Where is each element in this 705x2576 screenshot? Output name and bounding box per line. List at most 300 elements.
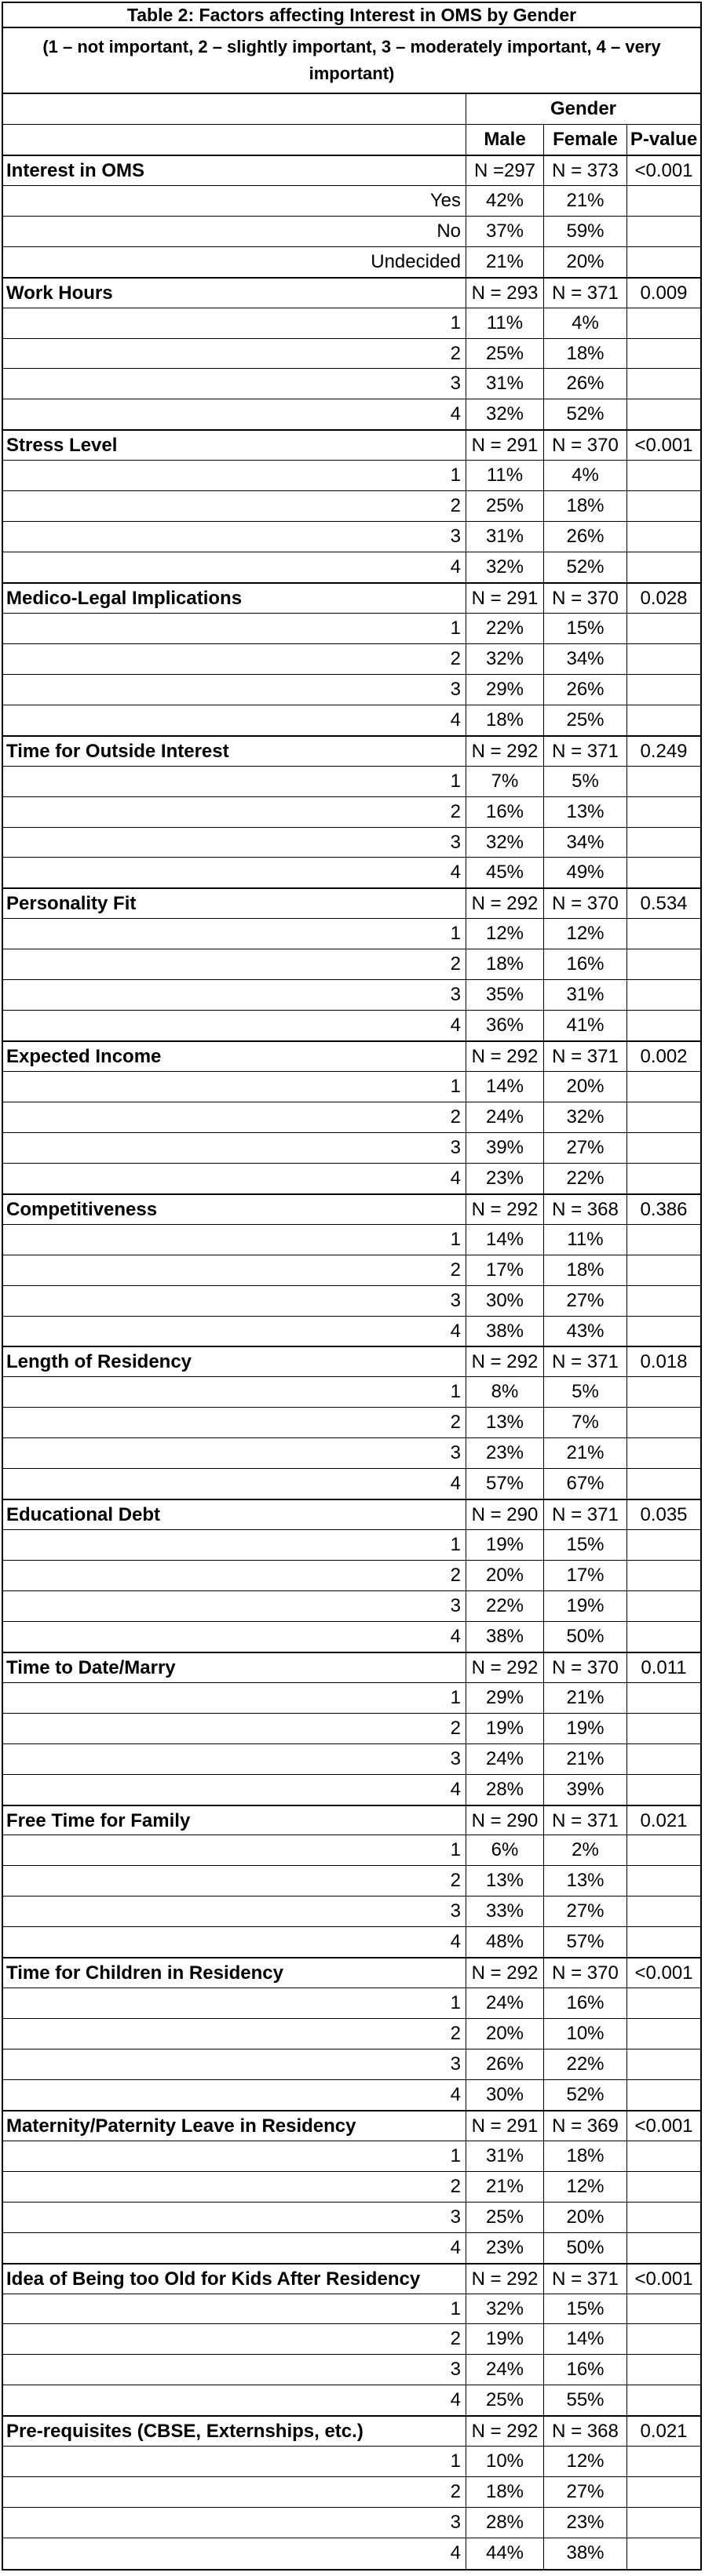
pvalue-cell [626,1286,700,1316]
table-row [3,1775,700,1805]
female-cell: 52% [543,552,626,582]
male-cell: 8% [466,1377,543,1407]
pvalue-cell: 0.249 [626,737,700,766]
pvalue-cell [626,980,700,1010]
male-cell: 18% [466,705,543,735]
category-row [3,1499,700,1530]
pvalue-cell [626,1255,700,1285]
female-cell: 55% [543,2385,626,2415]
female-cell: N = 371 [543,1347,626,1376]
male-cell: N = 290 [466,1806,543,1835]
male-cell: 28% [466,1775,543,1805]
male-cell: N = 291 [466,584,543,613]
female-cell: N = 370 [543,431,626,460]
pvalue-cell [626,2203,700,2232]
pvalue-cell [626,1469,700,1499]
row-label: 1 [450,770,461,792]
row-label: Expected Income [6,1046,162,1068]
female-cell: 21% [543,1438,626,1468]
female-cell: N = 371 [543,737,626,766]
female-cell: 2% [543,1835,626,1865]
row-label: 1 [450,1686,461,1708]
pvalue-cell: <0.001 [626,2111,700,2141]
row-label: 3 [450,678,461,700]
row-label: 2 [450,2481,461,2503]
table-row [3,247,700,278]
pvalue-cell [626,1377,700,1407]
table-row [3,1622,700,1652]
male-cell: 35% [466,980,543,1010]
female-cell: 5% [543,767,626,796]
category-row [3,736,700,767]
male-cell: N = 292 [466,1042,543,1071]
table-row [3,1225,700,1255]
male-cell: 24% [466,1744,543,1774]
female-cell: 4% [543,308,626,338]
pvalue-cell [626,2141,700,2171]
female-cell: N = 368 [543,1195,626,1224]
male-cell: 25% [466,491,543,521]
male-cell: N = 290 [466,1500,543,1529]
row-label: 3 [450,373,461,395]
row-label: Time for Children in Residency [6,1962,283,1984]
table-row [3,2233,700,2264]
table-row [3,1255,700,1286]
table-row [3,1927,700,1958]
pvalue-cell [626,2233,700,2263]
female-cell: 19% [543,1714,626,1743]
male-cell: N = 292 [466,1958,543,1988]
row-label: 1 [450,1839,461,1861]
female-cell: 27% [543,1133,626,1163]
pvalue-cell [626,2385,700,2415]
female-cell: 13% [543,797,626,827]
table-row [3,2141,700,2172]
male-cell: 32% [466,644,543,674]
row-label: 1 [450,923,461,945]
female-cell: 34% [543,828,626,858]
female-cell: 20% [543,2203,626,2232]
category-row [3,1958,700,1988]
male-cell: 12% [466,919,543,949]
female-cell: 4% [543,461,626,490]
pvalue-cell [626,308,700,338]
male-cell: 31% [466,2141,543,2171]
male-cell: N =297 [466,156,543,185]
row-label: Free Time for Family [6,1809,191,1831]
row-label: No [437,220,461,242]
row-label: Personality Fit [6,893,137,915]
row-label: 3 [450,2053,461,2075]
row-label: 1 [450,1076,461,1097]
male-cell: 18% [466,2477,543,2507]
category-row [3,1652,700,1683]
male-cell: 21% [466,2172,543,2202]
table-row [3,2294,700,2325]
pvalue-cell [626,491,700,521]
row-label: Undecided [371,250,461,272]
pvalue-cell [626,919,700,949]
male-cell: 24% [466,2355,543,2385]
row-label: Length of Residency [6,1351,192,1373]
male-cell: 31% [466,369,543,399]
row-label: 1 [450,2144,461,2166]
female-cell: 26% [543,369,626,399]
pvalue-cell [626,1775,700,1805]
male-cell: 20% [466,2019,543,2049]
pvalue-cell [626,675,700,705]
male-cell: 14% [466,1225,543,1255]
pvalue-cell: <0.001 [626,1958,700,1988]
row-label: 3 [450,1900,461,1922]
table-row [3,858,700,888]
male-cell: 11% [466,461,543,490]
row-label: 3 [450,2359,461,2381]
pvalue-cell [626,369,700,399]
table-row [3,2447,700,2477]
male-column-header: Male [466,125,543,155]
male-cell: 42% [466,186,543,216]
pvalue-cell [626,767,700,796]
male-cell: 30% [466,2080,543,2110]
row-label: Pre-requisites (CBSE, Externships, etc.) [6,2421,363,2443]
table-row [3,2019,700,2050]
female-cell: 23% [543,2508,626,2538]
male-cell: 38% [466,1317,543,1346]
male-cell: 19% [466,1714,543,1743]
pvalue-cell [626,1133,700,1163]
female-cell: 18% [543,1255,626,1285]
female-cell: 10% [543,2019,626,2049]
table-row [3,217,700,247]
row-label: 2 [450,1717,461,1739]
pvalue-cell [626,1561,700,1590]
row-label: 4 [450,556,461,578]
pvalue-cell: 0.009 [626,279,700,308]
pvalue-cell [626,2019,700,2049]
male-cell: 44% [466,2538,543,2569]
female-cell: 15% [543,614,626,643]
table-row [3,2203,700,2233]
category-row [3,1805,700,1836]
female-cell: N = 370 [543,1958,626,1988]
table-row [3,308,700,339]
row-label: 1 [450,1534,461,1556]
female-cell: N = 370 [543,889,626,918]
table-row [3,491,700,522]
male-cell: N = 292 [466,1195,543,1224]
table-body [3,155,700,2569]
pvalue-cell [626,858,700,887]
pvalue-cell [626,2050,700,2079]
pvalue-column-header: P-value [626,125,700,155]
male-cell: 22% [466,1591,543,1621]
pvalue-cell [626,2172,700,2202]
table-row [3,522,700,552]
pvalue-cell [626,2080,700,2110]
pvalue-cell: 0.011 [626,1653,700,1682]
row-label: 1 [450,1228,461,1250]
female-cell: N = 369 [543,2111,626,2141]
female-cell: N = 368 [543,2417,626,2446]
male-cell: 28% [466,2508,543,2538]
gender-header-row [3,94,700,125]
row-label: 4 [450,1320,461,1342]
female-cell: 27% [543,1286,626,1316]
pvalue-cell: 0.018 [626,1347,700,1376]
row-label: 1 [450,312,461,333]
pvalue-cell [626,828,700,858]
table-row [3,675,700,705]
female-cell: 18% [543,339,626,369]
pvalue-cell [626,1072,700,1102]
table-row [3,1469,700,1499]
female-cell: N = 371 [543,1806,626,1835]
male-cell: N = 291 [466,2111,543,2141]
pvalue-cell [626,1102,700,1132]
female-cell: 16% [543,2355,626,2385]
row-label: 3 [450,1594,461,1616]
male-cell: 19% [466,1530,543,1560]
blank-header-cell [3,94,466,124]
female-cell: 12% [543,2447,626,2476]
pvalue-cell: <0.001 [626,431,700,460]
male-cell: 17% [466,1255,543,1285]
table-row [3,1835,700,1866]
row-label: 4 [450,862,461,884]
pvalue-cell [626,1683,700,1713]
pvalue-cell: <0.001 [626,2264,700,2294]
table-title: Table 2: Factors affecting Interest in OMS by Gender [3,3,700,28]
female-cell: 67% [543,1469,626,1499]
factors-table [2,2,702,2571]
male-cell: 32% [466,2294,543,2324]
row-label: 2 [450,2023,461,2045]
male-cell: N = 293 [466,279,543,308]
table-row [3,1011,700,1041]
male-cell: 13% [466,1866,543,1896]
female-cell: N = 370 [543,1653,626,1682]
row-label: 2 [450,800,461,822]
row-label: 2 [450,953,461,975]
table-row [3,1408,700,1438]
row-label: 1 [450,465,461,486]
table-row [3,1530,700,1561]
pvalue-cell [626,1988,700,2018]
female-cell: 12% [543,919,626,949]
table-row [3,2477,700,2508]
pvalue-cell [626,552,700,582]
table-row [3,980,700,1011]
row-label: 4 [450,1625,461,1647]
pvalue-cell [626,797,700,827]
male-cell: N = 292 [466,889,543,918]
table-row [3,2080,700,2111]
male-cell: N = 291 [466,431,543,460]
table-row [3,1591,700,1622]
male-cell: 32% [466,828,543,858]
row-label: 3 [450,2206,461,2228]
table-row [3,919,700,949]
male-cell: 22% [466,614,543,643]
table-row [3,1286,700,1317]
category-row [3,2264,700,2294]
pvalue-cell [626,522,700,552]
pvalue-cell: <0.001 [626,156,700,185]
male-cell: 20% [466,1561,543,1590]
row-label: 1 [450,1381,461,1403]
blank-header-cell [3,125,466,155]
female-cell: 18% [543,2141,626,2171]
row-label: Yes [429,189,461,211]
female-cell: 16% [543,1988,626,2018]
row-label: Time for Outside Interest [6,740,229,762]
male-cell: 45% [466,858,543,887]
category-row [3,1194,700,1225]
male-cell: 7% [466,767,543,796]
male-cell: 32% [466,552,543,582]
male-cell: 23% [466,2233,543,2263]
table-row [3,1102,700,1133]
male-cell: 13% [466,1408,543,1437]
female-cell: 20% [543,247,626,277]
pvalue-cell [626,461,700,490]
row-label: 4 [450,1015,461,1037]
row-label: 2 [450,1259,461,1281]
table-row [3,1988,700,2019]
female-cell: 12% [543,2172,626,2202]
pvalue-cell [626,2324,700,2354]
row-label: 3 [450,1747,461,1769]
row-label: 2 [450,1565,461,1586]
table-row [3,797,700,828]
table-row [3,767,700,797]
pvalue-cell [626,1744,700,1774]
table-row [3,705,700,736]
category-row [3,1041,700,1072]
table-row [3,1714,700,1744]
pvalue-cell [626,1164,700,1193]
table-row [3,1438,700,1469]
table-row [3,949,700,980]
female-cell: N = 370 [543,584,626,613]
pvalue-cell [626,705,700,735]
row-label: 4 [450,2389,461,2411]
row-label: 2 [450,2328,461,2350]
table-row [3,552,700,583]
row-label: 4 [450,2542,461,2563]
row-label: 1 [450,2297,461,2319]
male-cell: 48% [466,1927,543,1957]
male-cell: N = 292 [466,1347,543,1376]
table-row [3,1896,700,1927]
row-label: 4 [450,1167,461,1189]
row-label: Competitiveness [6,1198,158,1220]
row-label: Medico-Legal Implications [6,588,243,609]
category-row [3,155,700,186]
male-cell: 26% [466,2050,543,2079]
male-cell: 25% [466,2203,543,2232]
male-cell: 57% [466,1469,543,1499]
female-cell: 13% [543,1866,626,1896]
pvalue-cell [626,2447,700,2476]
row-label: 3 [450,1289,461,1311]
pvalue-cell [626,2538,700,2569]
pvalue-cell [626,1225,700,1255]
male-cell: 16% [466,797,543,827]
pvalue-cell [626,1896,700,1926]
category-row [3,430,700,461]
pvalue-cell [626,2508,700,2538]
table-row [3,1317,700,1347]
female-cell: 15% [543,2294,626,2324]
row-label: 3 [450,526,461,548]
row-label: 4 [450,1778,461,1800]
female-cell: 26% [543,675,626,705]
row-label: Educational Debt [6,1504,161,1526]
female-cell: 59% [543,217,626,246]
female-cell: 21% [543,1744,626,1774]
male-cell: 36% [466,1011,543,1040]
female-cell: N = 373 [543,156,626,185]
pvalue-cell [626,1530,700,1560]
pvalue-cell [626,614,700,643]
row-label: 2 [450,1412,461,1434]
male-cell: 24% [466,1988,543,2018]
row-label: 2 [450,495,461,517]
female-cell: 38% [543,2538,626,2569]
female-cell: 11% [543,1225,626,1255]
pvalue-cell [626,2355,700,2385]
female-cell: 20% [543,1072,626,1102]
table-row [3,186,700,217]
table-row [3,339,700,370]
male-cell: 23% [466,1164,543,1193]
male-cell: N = 292 [466,737,543,766]
table-row [3,1866,700,1896]
row-label: 4 [450,2236,461,2258]
female-cell: 50% [543,2233,626,2263]
male-cell: 14% [466,1072,543,1102]
female-cell: 17% [543,1561,626,1590]
female-cell: 43% [543,1317,626,1346]
row-label: 1 [450,617,461,639]
pvalue-cell [626,1438,700,1468]
row-label: 3 [450,1136,461,1158]
pvalue-cell [626,1866,700,1896]
table-row [3,1072,700,1102]
pvalue-cell: 0.534 [626,889,700,918]
female-cell: 15% [543,1530,626,1560]
female-cell: N = 371 [543,279,626,308]
row-label: 3 [450,2512,461,2534]
female-cell: 57% [543,1927,626,1957]
table-row [3,1164,700,1194]
row-label: 1 [450,1992,461,2014]
pvalue-cell [626,217,700,246]
row-label: 2 [450,647,461,669]
female-cell: 27% [543,2477,626,2507]
row-label: Work Hours [6,282,113,304]
table-row [3,2050,700,2080]
table-row [3,828,700,858]
row-label: Maternity/Paternity Leave in Residency [6,2115,356,2137]
female-cell: N = 371 [543,1500,626,1529]
female-cell: 22% [543,2050,626,2079]
pvalue-cell: 0.386 [626,1195,700,1224]
table-row [3,2172,700,2203]
female-cell: 25% [543,705,626,735]
